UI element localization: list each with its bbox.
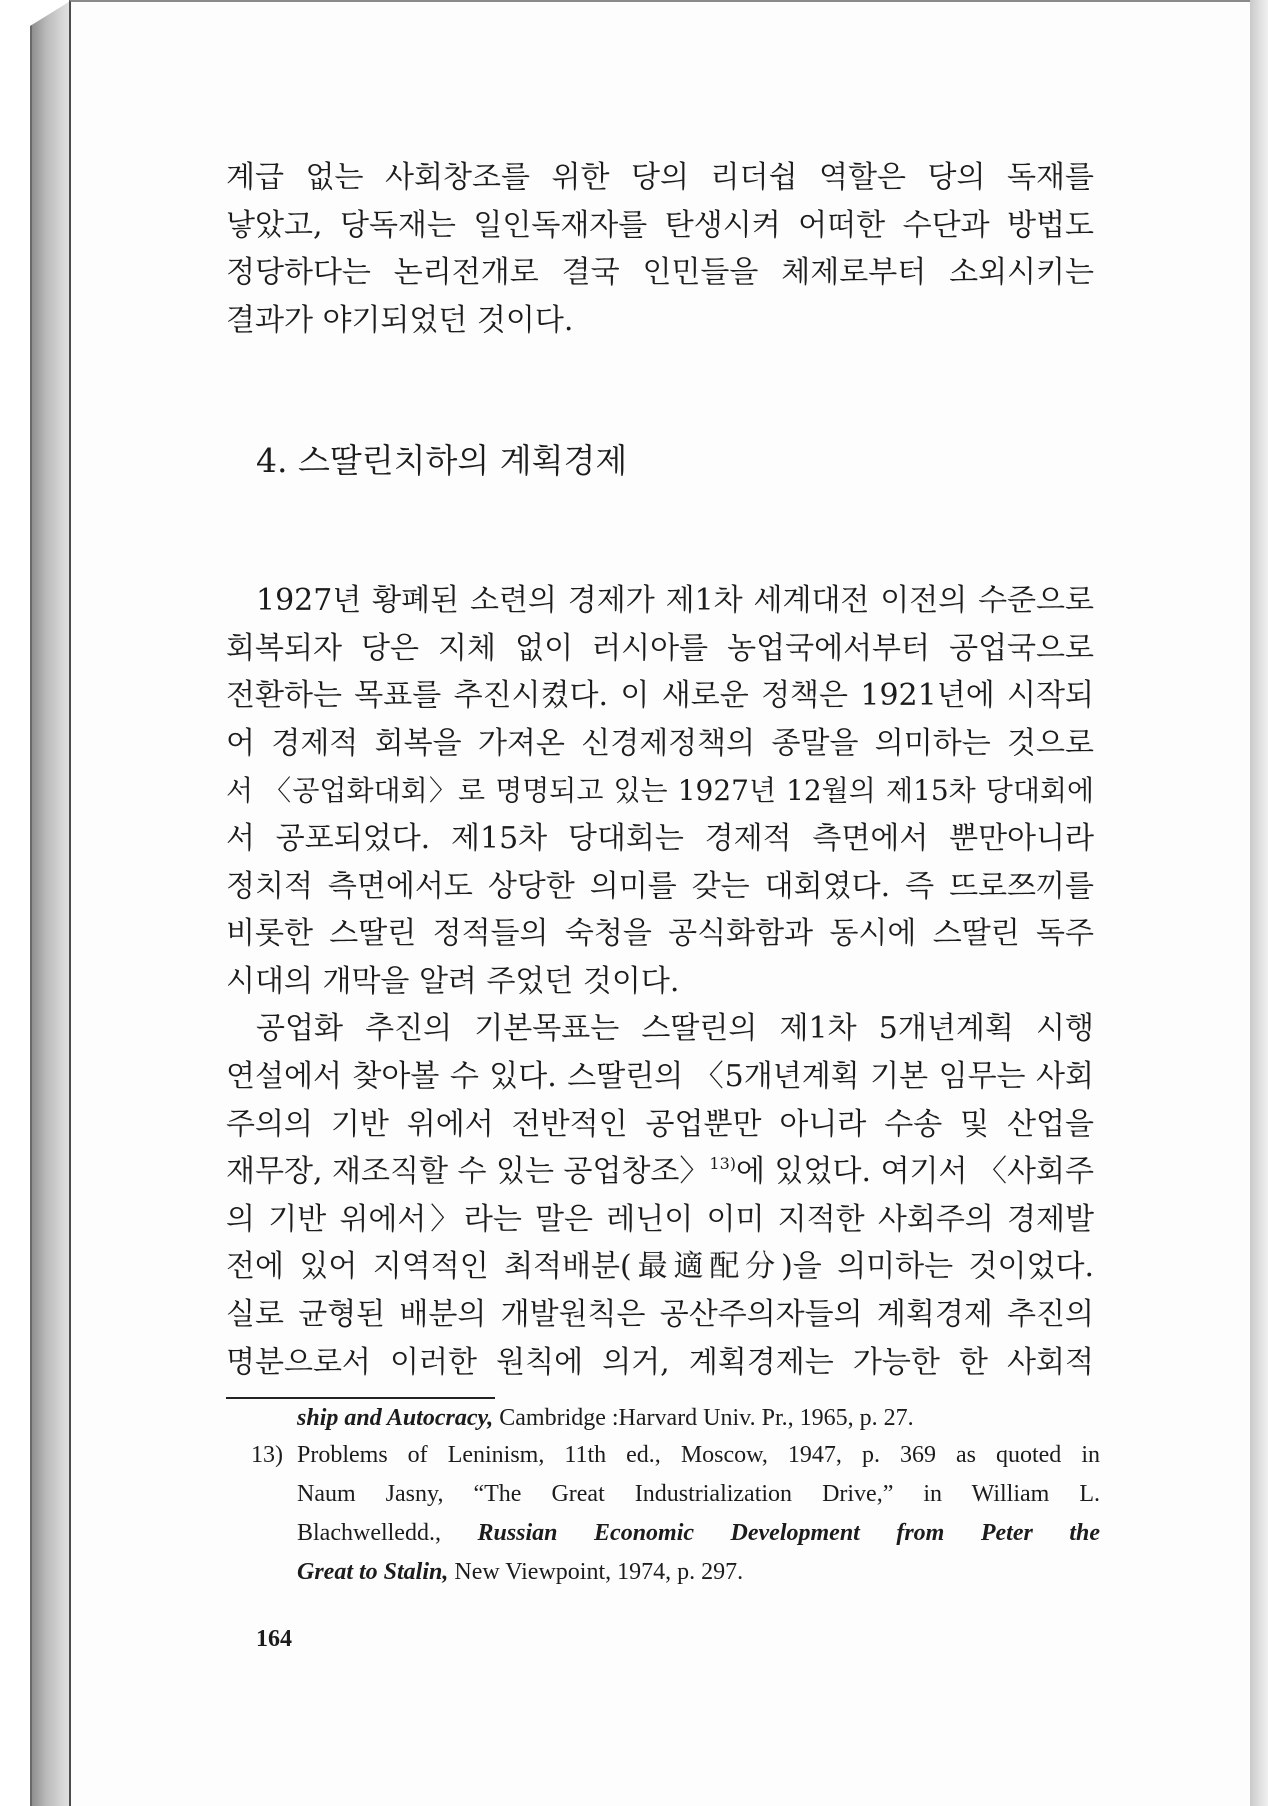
footnote-text: Blachwelledd., bbox=[297, 1519, 441, 1546]
body-paragraph-3 bbox=[226, 1005, 1094, 1386]
footnote-line: Naum Jasny, “The Great Industrialization Drive,” in William L. bbox=[297, 1480, 1100, 1507]
paragraph-line: 주의의 기반 위에서 전반적인 공업뿐만 아니라 수송 및 산업을 bbox=[226, 1106, 1094, 1142]
paragraph-line: 낳았고, 당독재는 일인독재자를 탄생시켜 어떠한 수단과 방법도 bbox=[226, 207, 1094, 243]
footnote-reference[interactable]: 13) bbox=[709, 1154, 737, 1174]
line-text: 재무장, 재조직할 수 있는 공업창조〉 bbox=[226, 1154, 710, 1190]
paragraph-line: 실로 균형된 배분의 개발원칙은 공산주의자들의 계획경제 추진의 bbox=[226, 1296, 1094, 1332]
footnote-text: New Viewpoint, 1974, p. 297. bbox=[454, 1558, 744, 1585]
footnote-marker: 13) bbox=[251, 1441, 283, 1468]
footnote-line bbox=[297, 1553, 1100, 1592]
paragraph-line: 정당하다는 논리전개로 결국 인민들을 체제로부터 소외시키는 bbox=[226, 255, 1094, 291]
body-paragraph-1 bbox=[226, 154, 1094, 344]
footnote-text: Cambridge :Harvard Univ. Pr., 1965, p. 27. bbox=[499, 1405, 914, 1431]
paragraph-line: 비롯한 스딸린 정적들의 숙청을 공식화함과 동시에 스딸린 독주 bbox=[226, 916, 1094, 952]
footnote-line bbox=[297, 1514, 1100, 1553]
paragraph-line: 의 기반 위에서〉라는 말은 레닌이 이미 지적한 사회주의 경제발 bbox=[226, 1201, 1094, 1237]
paragraph-line: 계급 없는 사회창조를 위한 당의 리더쉽 역할은 당의 독재를 bbox=[226, 160, 1094, 195]
footnote-italic-title: Great to Stalin, bbox=[297, 1558, 449, 1585]
paragraph-line: 공업화 추진의 기본목표는 스딸린의 제1차 5개년계획 시행 bbox=[256, 1011, 1094, 1047]
paragraph-line: 1927년 황폐된 소련의 경제가 제1차 세계대전 이전의 수준으로 bbox=[256, 583, 1094, 618]
footnote-italic-title: ship and Autocracy, bbox=[297, 1405, 494, 1431]
footnote-continued bbox=[297, 1399, 1100, 1438]
paragraph-line: 서 〈공업화대회〉로 명명되고 있는 1927년 12월의 제15차 당대회에 bbox=[226, 774, 1094, 808]
footnote-13 bbox=[297, 1436, 1100, 1592]
paragraph-line: 연설에서 찾아볼 수 있다. 스딸린의 〈5개년계획 기본 임무는 사회 bbox=[226, 1058, 1094, 1094]
footnote-italic-title: Russian Economic Development from Peter the bbox=[477, 1519, 1101, 1546]
footnote-line: Problems of Leninism, 11th ed., Moscow, 1947, p. 369 as quoted in bbox=[297, 1441, 1100, 1468]
page-edge-left bbox=[30, 0, 72, 1806]
paragraph-line: 서 공포되었다. 제15차 당대회는 경제적 측면에서 뿐만아니라 bbox=[226, 820, 1094, 856]
body-paragraph-2 bbox=[226, 577, 1094, 1005]
body-text-main bbox=[226, 577, 1094, 1386]
paragraph-line: 결과가 야기되었던 것이다. bbox=[226, 302, 574, 338]
paragraph-line bbox=[226, 1148, 1094, 1196]
paragraph-line: 명분으로서 이러한 원칙에 의거, 계획경제는 가능한 한 사회적 bbox=[226, 1344, 1094, 1380]
paragraph-line: 전환하는 목표를 추진시켰다. 이 새로운 정책은 1921년에 시작되 bbox=[226, 678, 1094, 714]
paragraph-line: 어 경제적 회복을 가져온 신경제정책의 종말을 의미하는 것으로 bbox=[226, 725, 1094, 761]
paragraph-line: 회복되자 당은 지체 없이 러시아를 농업국에서부터 공업국으로 bbox=[226, 630, 1094, 666]
paragraph-line: 정치적 측면에서도 상당한 의미를 갖는 대회였다. 즉 뜨로쯔끼를 bbox=[226, 868, 1094, 904]
line-text: 에 있었다. 여기서 〈사회주 bbox=[736, 1154, 1094, 1190]
section-heading: 4. 스딸린치하의 계획경제 bbox=[256, 441, 628, 480]
page-shadow-right bbox=[1250, 0, 1268, 1806]
paragraph-line: 전에 있어 지역적인 최적배분(最適配分)을 의미하는 것이었다. bbox=[226, 1249, 1094, 1285]
paragraph-line: 시대의 개막을 알려 주었던 것이다. bbox=[226, 963, 680, 999]
page-number: 164 bbox=[256, 1626, 292, 1652]
